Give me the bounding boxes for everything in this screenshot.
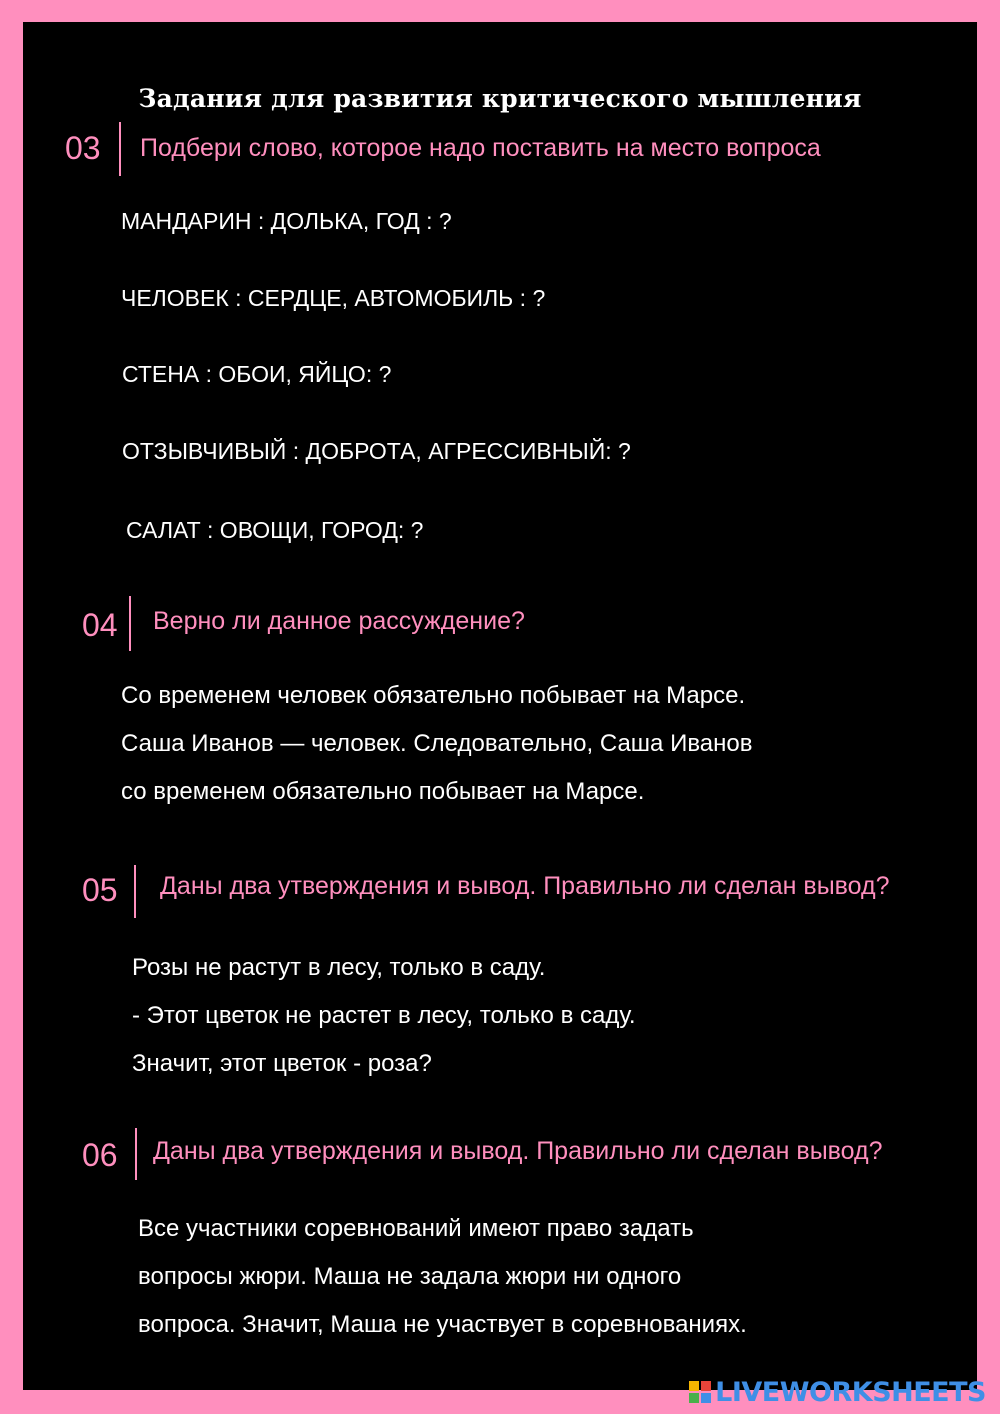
watermark-text: LIVEWORKSHEETS: [715, 1376, 986, 1408]
task-number-05: 05: [82, 872, 118, 908]
task-number-03: 03: [65, 130, 101, 166]
reasoning-line-1: Со временем человек обязательно побывает на Марсе.: [121, 682, 746, 709]
conclusion-line-2: вопросы жюри. Маша не задала жюри ни одного: [138, 1263, 682, 1290]
task-heading-04: Верно ли данное рассуждение?: [153, 607, 525, 635]
liveworksheets-watermark: [689, 1378, 986, 1406]
worksheet-page: [23, 22, 977, 1390]
analogy-line-5: САЛАТ : ОВОЩИ, ГОРОД: ?: [126, 517, 424, 543]
task-heading-05: Даны два утверждения и вывод. Правильно ли сделан вывод?: [160, 872, 890, 900]
statement-line-3: Значит, этот цветок - роза?: [132, 1050, 432, 1077]
task-heading-06: Даны два утверждения и вывод. Правильно ли сделан вывод?: [153, 1137, 883, 1165]
task-divider-04: [129, 596, 131, 651]
task-divider-03: [119, 122, 121, 176]
conclusion-line-1: Все участники соревнований имеют право задать: [138, 1215, 694, 1242]
reasoning-line-3: со временем обязательно побывает на Марсе.: [121, 778, 645, 805]
analogy-line-4: ОТЗЫВЧИВЫЙ : ДОБРОТА, АГРЕССИВНЫЙ: ?: [122, 438, 631, 464]
task-number-04: 04: [82, 607, 118, 643]
statement-line-2: - Этот цветок не растет в лесу, только в саду.: [132, 1002, 636, 1029]
page-title: Задания для развития критического мышления: [138, 84, 862, 113]
task-divider-05: [134, 865, 136, 918]
task-number-06: 06: [82, 1137, 118, 1173]
liveworksheets-logo-icon: [689, 1381, 711, 1403]
reasoning-line-2: Саша Иванов — человек. Следовательно, Саша Иванов: [121, 730, 753, 757]
task-heading-03: Подбери слово, которое надо поставить на место вопроса: [140, 134, 821, 162]
statement-line-1: Розы не растут в лесу, только в саду.: [132, 954, 546, 981]
analogy-line-1: МАНДАРИН : ДОЛЬКА, ГОД : ?: [121, 208, 452, 234]
task-divider-06: [135, 1128, 137, 1180]
conclusion-line-3: вопроса. Значит, Маша не участвует в соревнованиях.: [138, 1311, 747, 1338]
analogy-line-3: СТЕНА : ОБОИ, ЯЙЦО: ?: [122, 361, 392, 387]
analogy-line-2: ЧЕЛОВЕК : СЕРДЦЕ, АВТОМОБИЛЬ : ?: [121, 285, 546, 311]
